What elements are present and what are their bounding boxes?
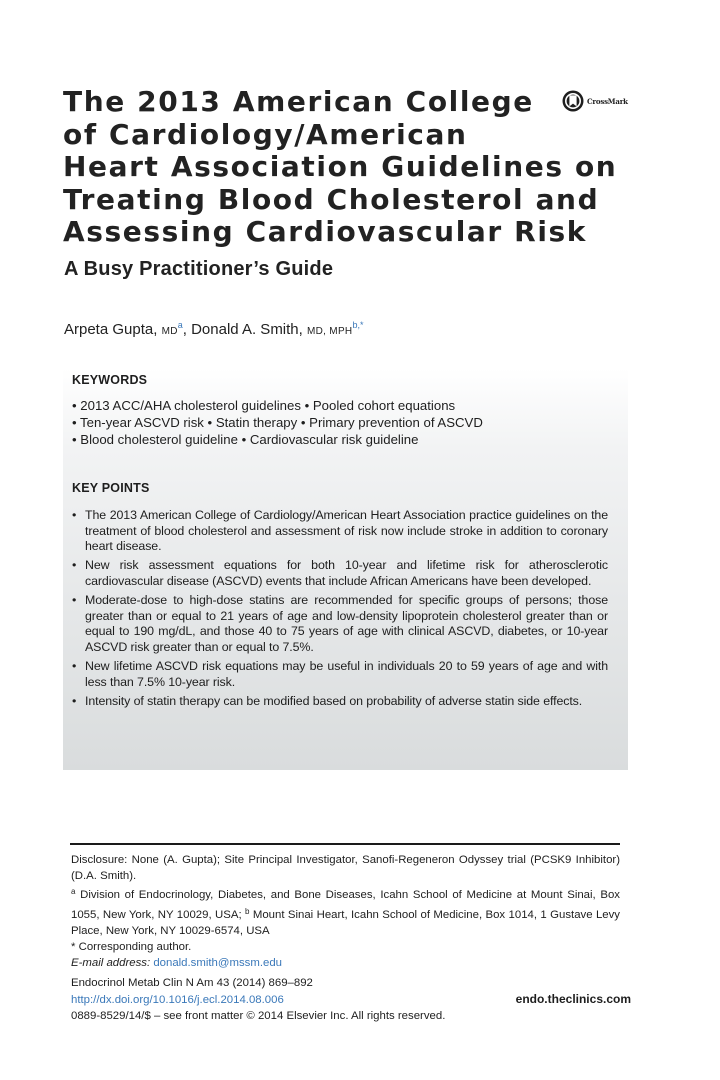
keywords-line: • Blood cholesterol guideline • Cardiovascular risk guideline	[72, 432, 419, 447]
title-line: of Cardiology/American	[63, 117, 468, 151]
affiliation-text: Mount Sinai Heart, Icahn School of Medicine, Box 1014, 1 Gustave Levy Place, New York, NY 10029-6574, USA	[71, 908, 621, 937]
affiliation-link[interactable]: a	[177, 320, 183, 330]
author-list	[64, 320, 363, 338]
crossmark-badge[interactable]	[562, 90, 628, 112]
key-point: • Intensity of statin therapy can be modified based on probability of adverse statin side effects.	[72, 694, 608, 710]
email-link[interactable]: donald.smith@mssm.edu	[153, 957, 282, 970]
key-point: • New risk assessment equations for both 10-year and lifetime risk for atherosclerotic cardiovascular disease (ASCVD) events that include African Americans have been developed.	[72, 558, 608, 589]
title-line: Heart Association Guidelines on	[63, 150, 618, 183]
title-line: Treating Blood Cholesterol and	[63, 182, 600, 216]
affiliations-note	[71, 884, 620, 939]
author-name: Donald A. Smith,	[191, 321, 303, 338]
crossmark-label: CrossMark	[587, 96, 628, 106]
title-line: Assessing Cardiovascular Risk	[63, 215, 588, 248]
keywords-heading: KEYWORDS	[72, 373, 148, 387]
author-separator: ,	[182, 321, 192, 338]
author-degree: MD, MPH	[307, 326, 353, 337]
abstract-box	[63, 368, 628, 770]
author-degree: MD	[161, 326, 178, 337]
key-points-heading: KEY POINTS	[72, 481, 150, 495]
keywords-line: • Ten-year ASCVD risk • Statin therapy • Primary prevention of ASCVD	[72, 415, 483, 430]
affiliation-marker: b	[245, 906, 250, 916]
journal-citation: Endocrinol Metab Clin N Am 43 (2014) 869–892	[71, 977, 313, 989]
affiliation-text: Division of Endocrinology, Diabetes, and Bone Diseases, Icahn School of Medicine at Mount Sinai, Box 1055, New York, NY 10029, USA;	[71, 889, 620, 921]
email-label: E-mail address:	[71, 957, 151, 970]
copyright-line: 0889-8529/14/$ – see front matter © 2014 Elsevier Inc. All rights reserved.	[71, 1010, 446, 1022]
footnote-divider	[70, 843, 620, 845]
keywords-line: • 2013 ACC/AHA cholesterol guidelines • Pooled cohort equations	[72, 398, 456, 413]
key-point: • Moderate-dose to high-dose statins are recommended for specific groups of persons; those greater than or equal to 21 years of age and low-density lipoprotein cholesterol greater than or equal to 190 mg/dL, and those 40 to 75 years of age with clinical ASCVD, diabetes, or 10-year ASCVD risk greater than or equal to 7.5%.	[72, 593, 608, 655]
keywords-list	[72, 397, 483, 448]
key-point: • New lifetime ASCVD risk equations may be useful in individuals 20 to 59 years of age and with less than 7.5% 10-year risk.	[72, 659, 608, 690]
citation-block	[71, 975, 631, 1025]
footnotes	[71, 852, 620, 971]
key-points-list	[72, 508, 608, 713]
disclosure-note: Disclosure: None (A. Gupta); Site Principal Investigator, Sanofi-Regeneron Odyssey trial (PCSK9 Inhibitor) (D.A. Smith).	[71, 854, 620, 883]
affiliation-link[interactable]: b,*	[352, 320, 364, 330]
title-line: The 2013 American College	[63, 85, 534, 118]
journal-site-link[interactable]: endo.theclinics.com	[515, 992, 631, 1006]
doi-link[interactable]: http://dx.doi.org/10.1016/j.ecl.2014.08.006	[71, 993, 284, 1006]
article-title	[63, 86, 623, 249]
author-name: Arpeta Gupta,	[64, 321, 158, 338]
crossmark-icon	[562, 90, 584, 112]
email-note	[71, 955, 620, 971]
article-subtitle: A Busy Practitioner’s Guide	[64, 258, 334, 280]
corresponding-author-note: * Corresponding author.	[71, 941, 192, 954]
affiliation-marker: a	[71, 887, 76, 897]
key-point: • The 2013 American College of Cardiology/American Heart Association practice guidelines on the treatment of blood cholesterol and assessment of risk now include stroke in addition to coronary heart disease.	[72, 508, 608, 555]
